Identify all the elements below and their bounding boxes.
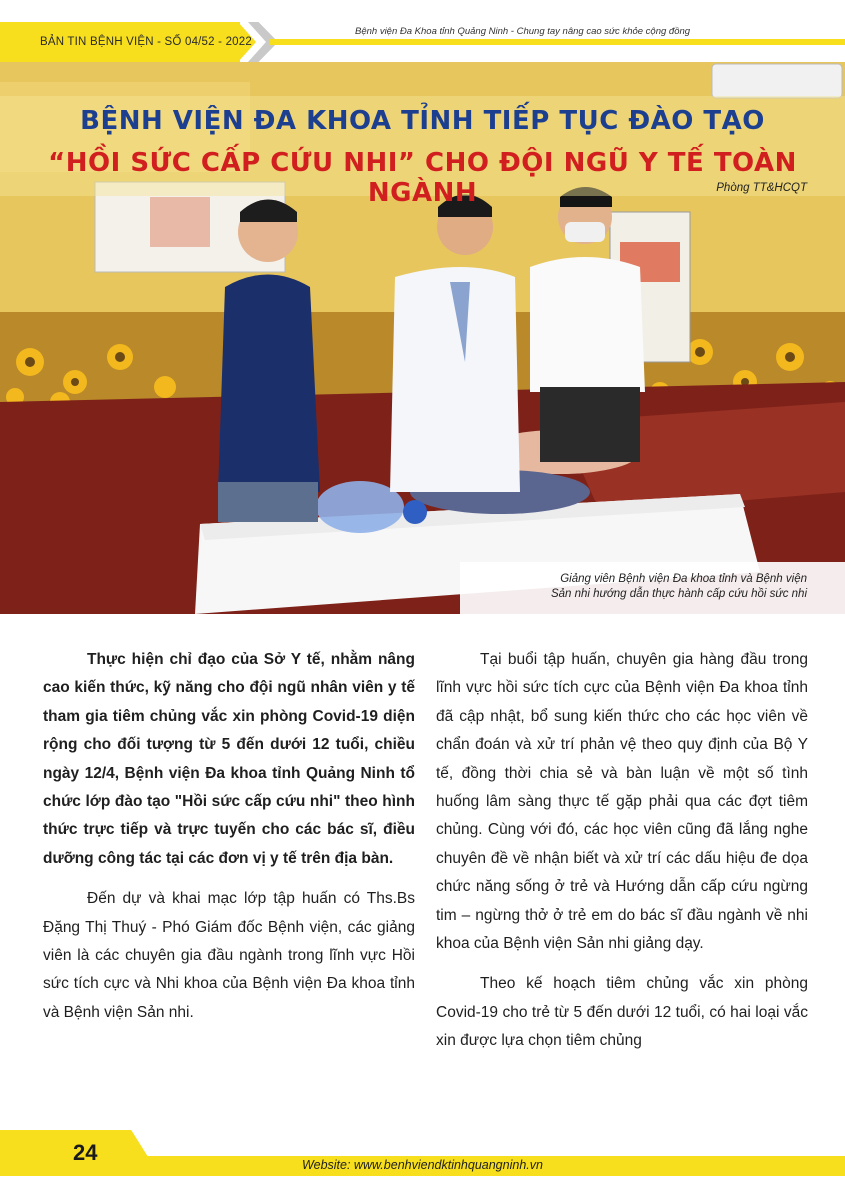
photo-caption bbox=[460, 562, 845, 614]
article-column-right bbox=[436, 646, 808, 1068]
article-paragraph: Tại buổi tập huấn, chuyên gia hàng đầu trong lĩnh vực hồi sức tích cực của Bệnh viện Đa khoa tỉnh đã cập nhật, bổ sung kiến thức cho các học viên về chẩn đoán và xử trí phản vệ theo quy định của Bộ Y tế, đồng thời chia sẻ và bàn luận về một số tình huống lâm sàng thực tế gặp phải qua các đợt tiêm chủng. Cùng với đó, các học viên cũng đã lắng nghe chuyên đề về nhận biết và xử trí các dấu hiệu đe dọa chức năng sống ở trẻ và Hướng dẫn cấp cứu ngừng tim – ngừng thở ở trẻ em do bác sĩ đầu ngành về nhi khoa của Bệnh viện Sản nhi giảng dạy. bbox=[436, 651, 808, 953]
footer-website: Website: www.benhviendktinhquangninh.vn bbox=[302, 1158, 543, 1172]
article-paragraph: Theo kế hoạch tiêm chủng vắc xin phòng Covid-19 cho trẻ từ 5 đến dưới 12 tuổi, có hai loại vắc xin được lựa chọn tiêm chủng bbox=[436, 975, 808, 1050]
issue-label: BẢN TIN BỆNH VIỆN - SỐ 04/52 - 2022 bbox=[40, 36, 252, 48]
article-paragraph: Đến dự và khai mạc lớp tập huấn có Ths.Bs Đặng Thị Thuý - Phó Giám đốc Bệnh viện, các giảng viên là các chuyên gia đầu ngành trong lĩnh vực Hồi sức tích cực và Nhi khoa của Bệnh viện Đa khoa tỉnh và Bệnh viện Sản nhi. bbox=[43, 890, 415, 1021]
article-byline: Phòng TT&HCQT bbox=[716, 182, 807, 194]
page-number: 24 bbox=[73, 1140, 98, 1165]
page-header bbox=[0, 0, 845, 62]
header-rule bbox=[270, 39, 845, 45]
header-tagline: Bệnh viện Đa Khoa tỉnh Quảng Ninh - Chung tay nâng cao sức khỏe cộng đồng bbox=[355, 26, 691, 37]
photo-caption-line-2: Sản nhi hướng dẫn thực hành cấp cứu hồi sức nhi bbox=[550, 588, 807, 600]
article-title-line-2: “HỒI SỨC CẤP CỨU NHI” CHO ĐỘI NGŨ Y TẾ TOÀN NGÀNH bbox=[48, 148, 797, 208]
article-column-left bbox=[43, 646, 415, 1039]
article-title-line-1: BỆNH VIỆN ĐA KHOA TỈNH TIẾP TỤC ĐÀO TẠO bbox=[80, 106, 765, 136]
article-photo bbox=[0, 62, 845, 614]
article-lead-paragraph: Thực hiện chỉ đạo của Sở Y tế, nhằm nâng cao kiến thức, kỹ năng cho đội ngũ nhân viên y tế tham gia tiêm chủng vắc xin phòng Covid-19 diện rộng cho đối tượng từ 5 đến dưới 12 tuổi, chiều ngày 12/4, Bệnh viện Đa khoa tỉnh Quảng Ninh tổ chức lớp đào tạo "Hồi sức cấp cứu nhi" theo hình thức trực tiếp và trực tuyến cho các bác sĩ, điều dưỡng công tác tại các đơn vị y tế trên địa bàn. bbox=[43, 651, 415, 867]
photo-caption-line-1: Giảng viên Bệnh viện Đa khoa tỉnh và Bệnh viện bbox=[560, 573, 807, 585]
